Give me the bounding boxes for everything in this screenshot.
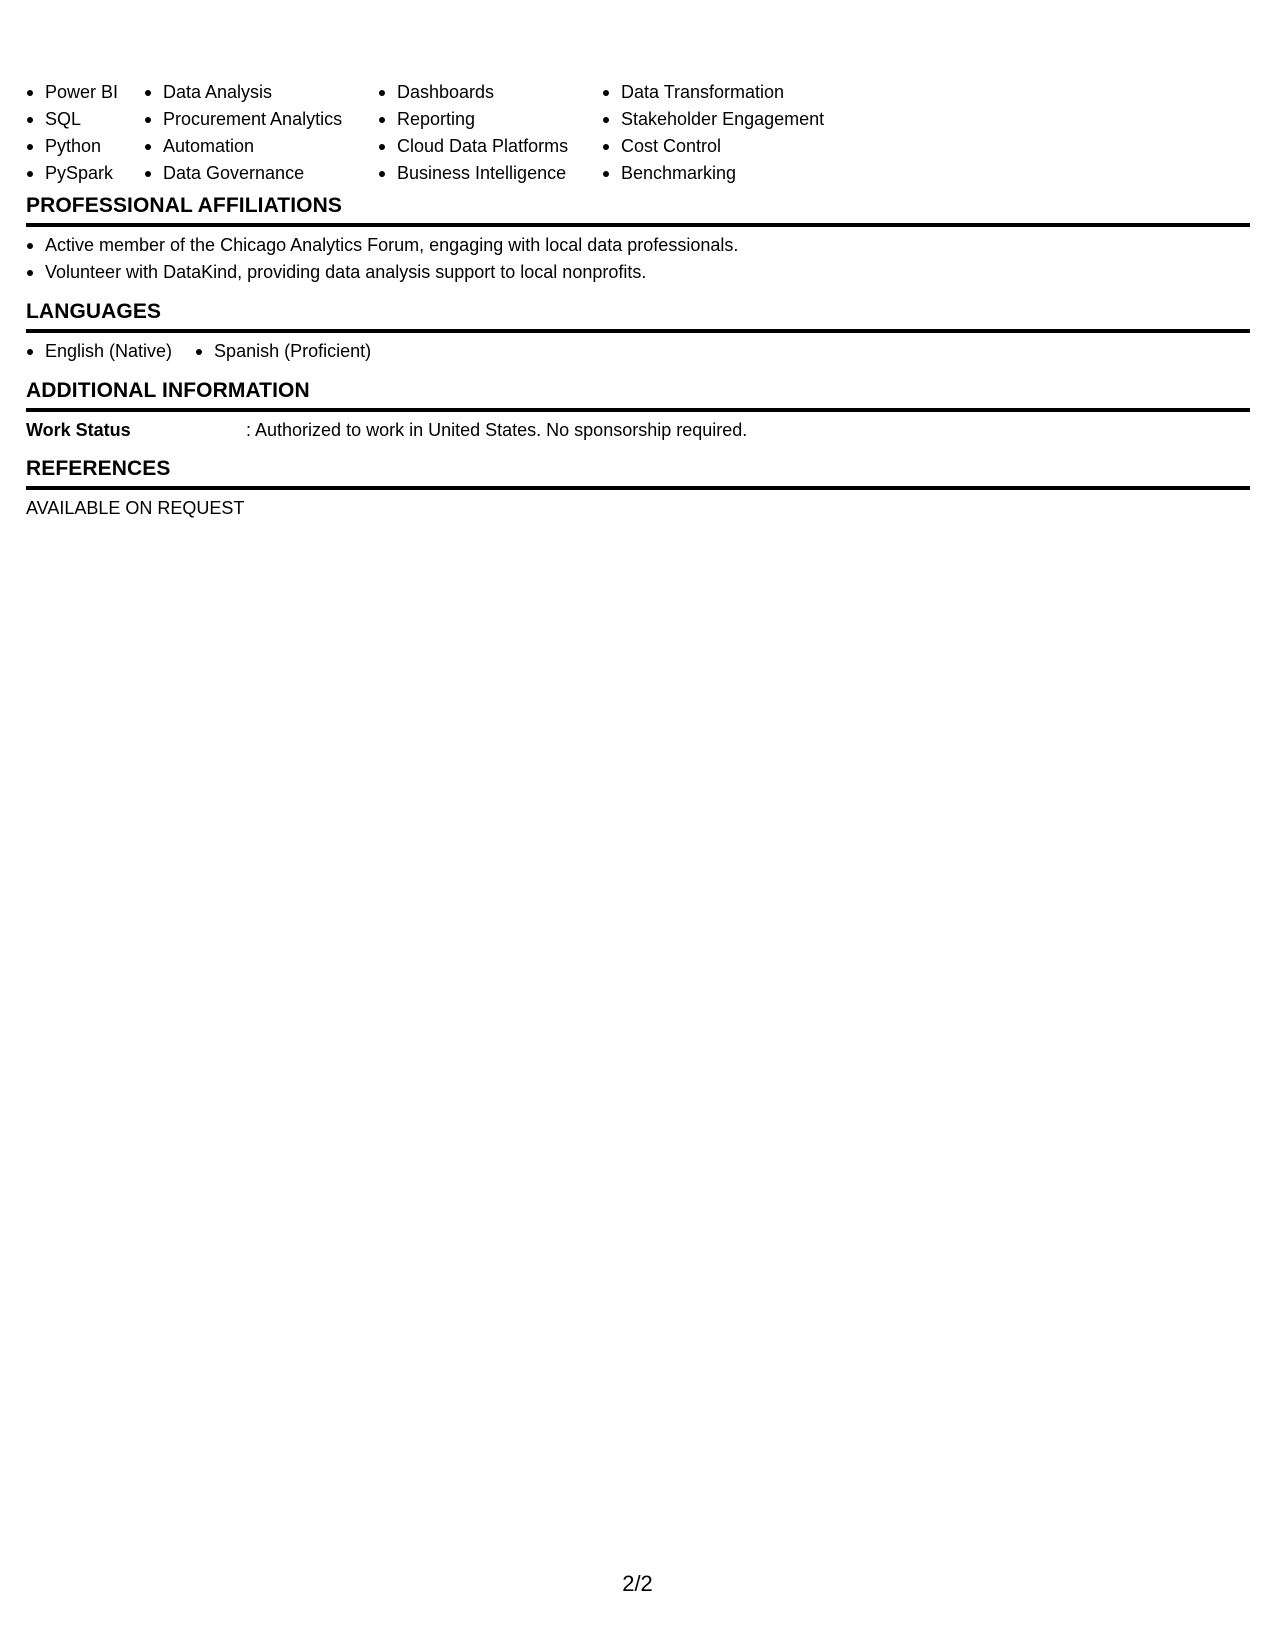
skill-item: Benchmarking	[602, 160, 862, 187]
page-number: 2/2	[622, 1571, 653, 1596]
language-item: English (Native)	[26, 338, 172, 365]
skill-item: Cost Control	[602, 133, 862, 160]
skill-item: Automation	[144, 133, 378, 160]
affiliation-item: Volunteer with DataKind, providing data analysis support to local nonprofits.	[26, 259, 1250, 286]
languages-heading: LANGUAGES	[26, 299, 1250, 333]
skills-column-2	[144, 79, 378, 187]
skill-item: Cloud Data Platforms	[378, 133, 602, 160]
skills-column-1	[26, 79, 144, 187]
skill-item: PySpark	[26, 160, 144, 187]
affiliation-item: Active member of the Chicago Analytics Forum, engaging with local data professionals.	[26, 232, 1250, 259]
skill-item: SQL	[26, 106, 144, 133]
skills-column-3	[378, 79, 602, 187]
additional-info-body	[26, 412, 1250, 444]
work-status-label: Work Status	[26, 420, 131, 440]
languages-list	[26, 333, 1250, 365]
additional-info-section	[26, 378, 1250, 444]
skill-item: Data Transformation	[602, 79, 862, 106]
references-section	[26, 456, 1250, 522]
skill-item: Business Intelligence	[378, 160, 602, 187]
skill-item: Data Analysis	[144, 79, 378, 106]
work-status-value: : Authorized to work in United States. No sponsorship required.	[246, 420, 748, 440]
skill-item: Python	[26, 133, 144, 160]
affiliations-list	[26, 227, 1250, 286]
affiliations-heading: PROFESSIONAL AFFILIATIONS	[26, 193, 1250, 227]
skill-item: Dashboards	[378, 79, 602, 106]
skill-item: Stakeholder Engagement	[602, 106, 862, 133]
references-text: AVAILABLE ON REQUEST	[26, 498, 245, 518]
additional-info-heading: ADDITIONAL INFORMATION	[26, 378, 1250, 412]
skill-item: Procurement Analytics	[144, 106, 378, 133]
references-heading: REFERENCES	[26, 456, 1250, 490]
skill-item: Power BI	[26, 79, 144, 106]
affiliations-section	[26, 193, 1250, 286]
languages-section	[26, 299, 1250, 365]
skill-item: Data Governance	[144, 160, 378, 187]
skills-grid	[26, 79, 862, 187]
skills-column-4	[602, 79, 862, 187]
work-status-row	[26, 417, 1250, 444]
skill-item: Reporting	[378, 106, 602, 133]
language-item: Spanish (Proficient)	[195, 338, 371, 365]
